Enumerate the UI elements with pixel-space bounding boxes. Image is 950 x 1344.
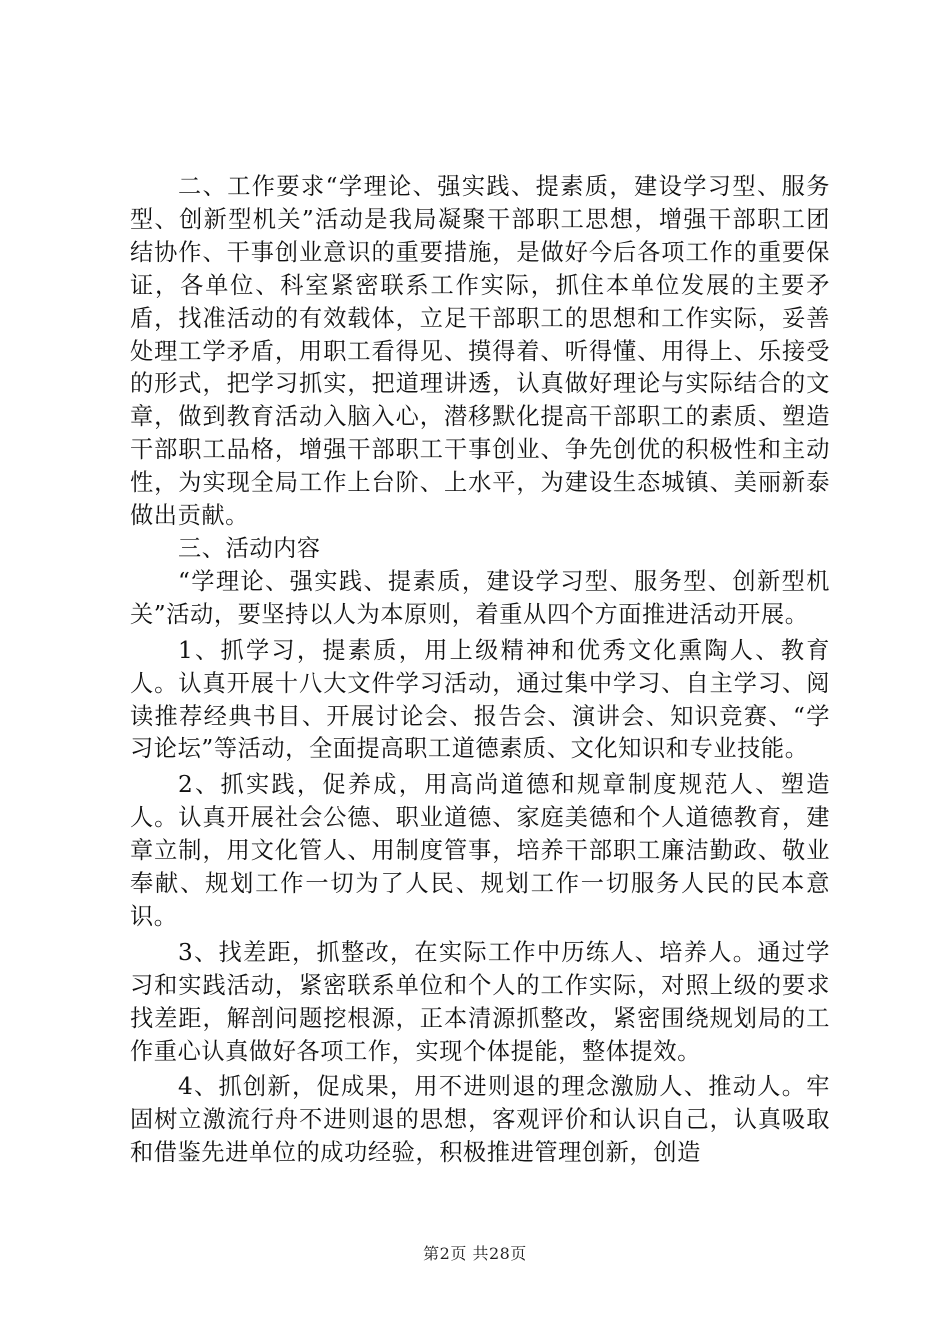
document-body <box>130 171 830 1170</box>
section-heading-activity-content: 三、活动内容 <box>178 534 321 562</box>
paragraph-item-3: 3、找差距，抓整改，在实际工作中历练人、培养人。通过学习和实践活动，紧密联系单位和个人的工作实际，对照上级的要求找差距，解剖问题挖根源，正本清源抓整改，紧密围绕规划局的工作重心认真做好各项工作，实现个体提能，整体提效。 <box>130 938 830 1065</box>
paragraph-item-2: 2、抓实践，促养成，用高尚道德和规章制度规范人、塑造人。认真开展社会公德、职业道德、家庭美德和个人道德教育，建章立制，用文化管人、用制度管事，培养干部职工廉洁勤政、敬业奉献、规划工作一切为了人民、规划工作一切服务人民的民本意识。 <box>130 771 830 930</box>
paragraph-item-1: 1、抓学习，提素质，用上级精神和优秀文化熏陶人、教育人。认真开展十八大文件学习活动，通过集中学习、自主学习、阅读推荐经典书目、开展讨论会、报告会、演讲会、知识竞赛、“学习论坛”等活动，全面提高职工道德素质、文化知识和专业技能。 <box>130 636 830 763</box>
paragraph-activity-intro: “学理论、强实践、提素质，建设学习型、服务型、创新型机关”活动，要坚持以人为本原则，着重从四个方面推进活动开展。 <box>130 567 830 628</box>
paragraph-work-requirements: 二、工作要求“学理论、强实践、提素质，建设学习型、服务型、创新型机关”活动是我局凝聚干部职工思想，增强干部职工团结协作、干事创业意识的重要措施，是做好今后各项工作的重要保证，各单位、科室紧密联系工作实际，抓住本单位发展的主要矛盾，找准活动的有效载体，立足干部职工的思想和工作实际，妥善处理工学矛盾，用职工看得见、摸得着、听得懂、用得上、乐接受的形式，把学习抓实，把道理讲透，认真做好理论与实际结合的文章，做到教育活动入脑入心，潜移默化提高干部职工的素质、塑造干部职工品格，增强干部职工干事创业、争先创优的积极性和主动性，为实现全局工作上台阶、上水平，为建设生态城镇、美丽新泰做出贡献。 <box>130 173 830 530</box>
page-number-footer: 第2页 共28页 <box>423 1244 527 1263</box>
paragraph-item-4: 4、抓创新，促成果，用不进则退的理念激励人、推动人。牢固树立激流行舟不进则退的思想，客观评价和认识自己，认真吸取和借鉴先进单位的成功经验，积极推进管理创新，创造 <box>130 1073 830 1167</box>
